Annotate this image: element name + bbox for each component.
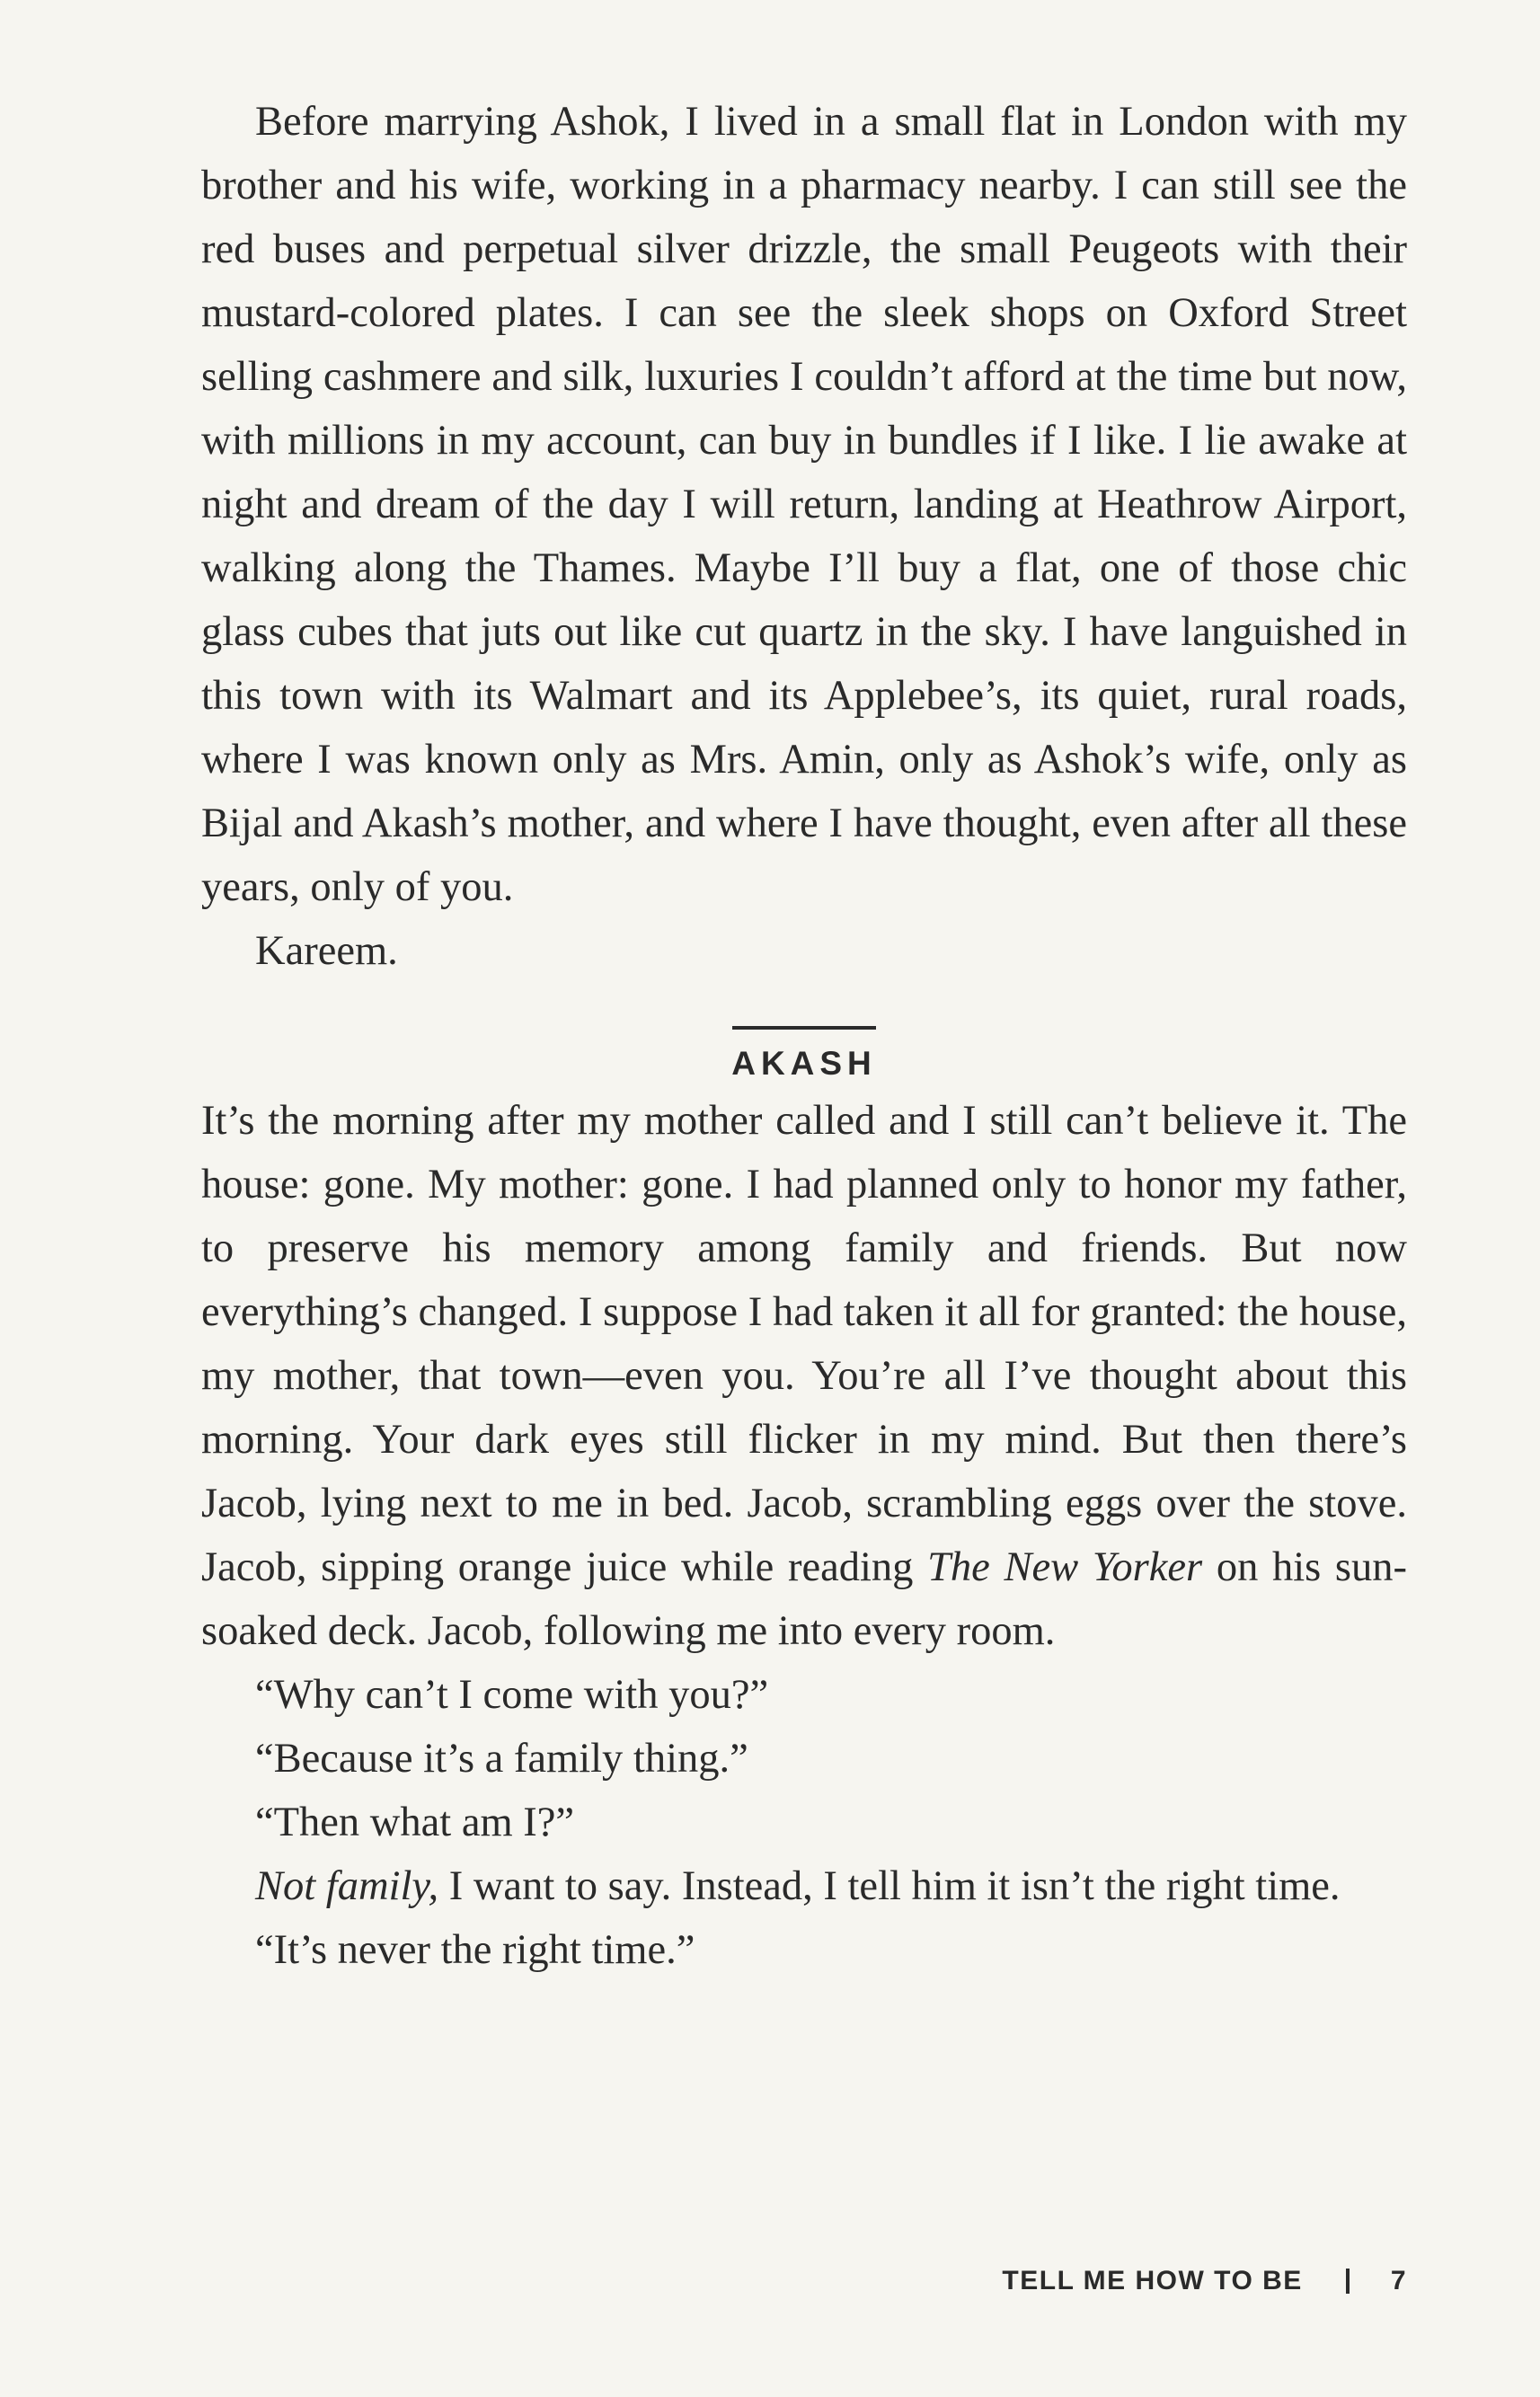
paragraph	[201, 1854, 1407, 1918]
paragraph: Before marrying Ashok, I lived in a small flat in London with my brother and his wife, working in a pharmacy nearby. I can still see the red buses and perpetual silver drizzle, the small Peugeots with their mustard-colored plates. I can see the sleek shops on Oxford Street selling cashmere and silk, luxuries I couldn’t afford at the time but now, with millions in my account, can buy in bundles if I like. I lie awake at night and dream of the day I will return, landing at Heathrow Airport, walking along the Thames. Maybe I’ll buy a flat, one of those chic glass cubes that juts out like cut quartz in the sky. I have languished in this town with its Walmart and its Applebee’s, its quiet, rural roads, where I was known only as Mrs. Amin, only as Ashok’s wife, only as Bijal and Akash’s mother, and where I have thought, even after all these years, only of you.	[201, 99, 1407, 910]
dialogue-line: “Because it’s a family thing.”	[255, 1736, 748, 1782]
dialogue-line: “It’s never the right time.”	[255, 1927, 695, 1973]
paragraph-text: on his sun-soaked deck. Jacob, following me into every room.	[201, 1544, 1407, 1654]
section-heading: AKASH	[731, 1045, 877, 1082]
paragraph: Kareem.	[255, 928, 398, 974]
page-body	[201, 90, 1407, 1982]
running-title: TELL ME HOW TO BE	[1002, 2266, 1303, 2295]
paragraph-text: It’s the morning after my mother called and I still can’t believe it. The house: gone. My mother: gone. I had planned only to honor my father, to preserve his memory among family and friends. But now everything’s changed. I suppose I had taken it all for granted: the house, my mother, that town—even you. You’re all I’ve thought about this morning. Your dark eyes still flicker in my mind. But then there’s Jacob, lying next to me in bed. Jacob, scrambling eggs over the stove. Jacob, sipping orange juice while reading	[201, 1098, 1407, 1590]
dialogue-line: “Why can’t I come with you?”	[255, 1672, 769, 1718]
section-divider	[732, 1026, 876, 1030]
footer-separator	[1346, 2269, 1350, 2294]
paragraph-text: I want to say. Instead, I tell him it isn’t the right time.	[448, 1863, 1341, 1909]
italic-phrase: Not family,	[255, 1863, 439, 1909]
dialogue-line: “Then what am I?”	[255, 1800, 575, 1845]
italic-title: The New Yorker	[927, 1544, 1203, 1590]
paragraph	[201, 1089, 1407, 1663]
page-footer	[1002, 2266, 1407, 2296]
page-number: 7	[1390, 2266, 1407, 2295]
